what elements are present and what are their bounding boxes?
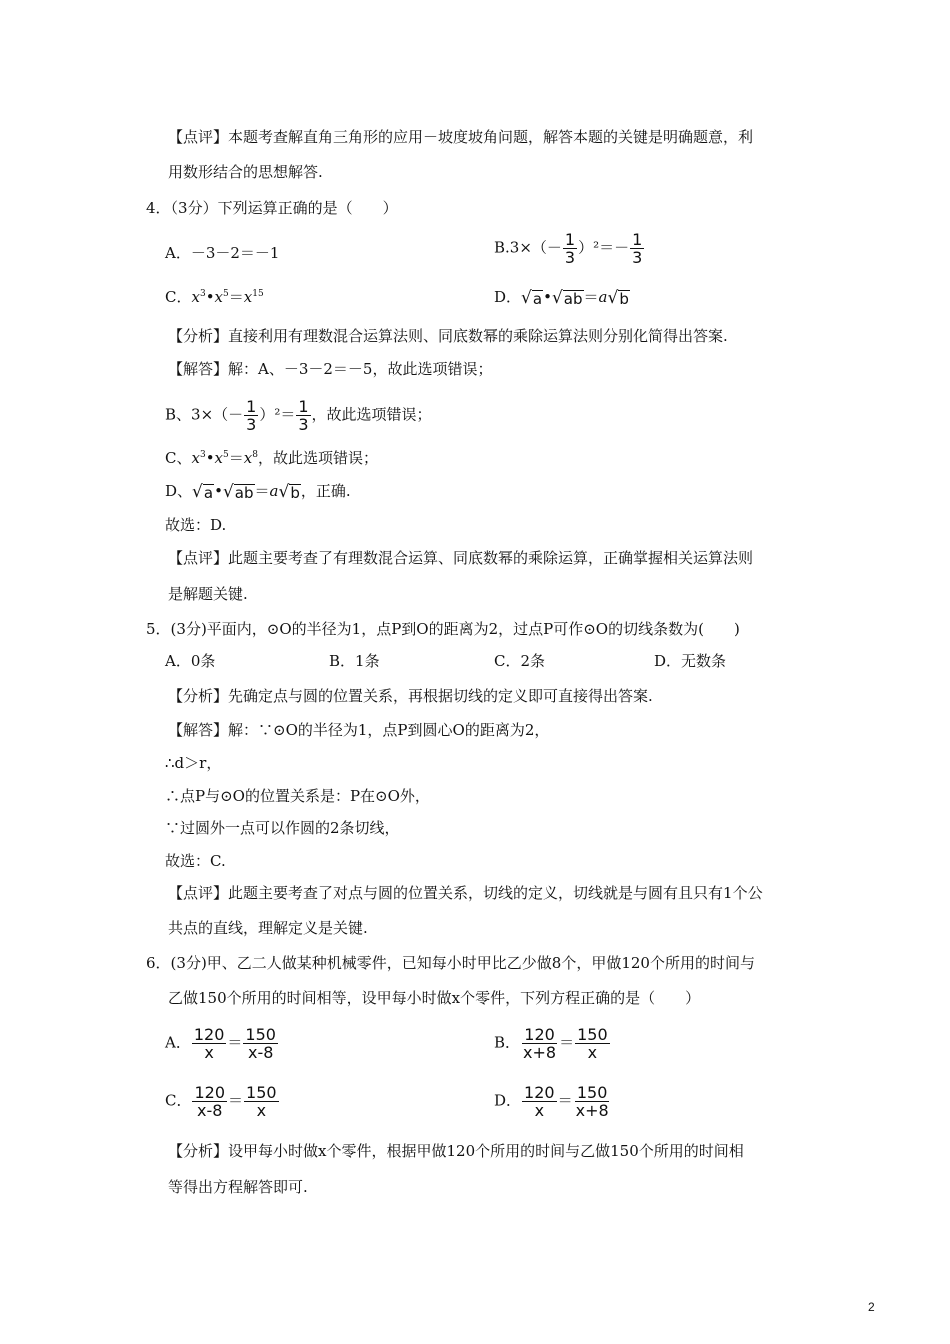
- review-tag: 【点评】: [168, 128, 229, 146]
- q5-review-1: 【点评】此题主要考查了对点与圆的位置关系，切线的定义，切线就是与圆有且只有1个公: [168, 884, 763, 902]
- q5-option-a: A．0条: [165, 652, 216, 670]
- fraction-120-over-x-minus-8: $\frac{120}{x-8}$: [194, 1083, 226, 1120]
- fraction-one-third: $\frac{1}{3}$: [564, 230, 576, 267]
- sqrt-ab: √ ab: [222, 482, 254, 502]
- fraction-150-over-x-plus-8: $\frac{150}{x+8}$: [575, 1083, 609, 1120]
- q6-option-b: B． $\frac{120}{x+8}$ ＝ $\frac{150}{x}$: [494, 1025, 608, 1062]
- q4-solution-c: C、$x^3•x^5=x^8$，故此选项错误；: [165, 449, 378, 467]
- review-line-1: [168, 127, 753, 147]
- q4-review-1: 【点评】此题主要考查了有理数混合运算、同底数幂的乘除运算，正确掌握相关运算法则: [168, 549, 754, 567]
- review-line-2: 用数形结合的思想解答.: [168, 163, 323, 181]
- sqrt-b: √ b: [607, 288, 629, 308]
- q5-choice: 故选：C.: [165, 852, 226, 870]
- q6-analysis-1: 【分析】设甲每小时做x个零件，根据甲做120个所用的时间与乙做150个所用的时间相: [168, 1142, 744, 1160]
- q4-option-c: C．$x^3•x^5=x^{15}$: [165, 288, 264, 306]
- q5-option-b: B．1条: [329, 652, 380, 670]
- fraction-120-over-x-plus-8: $\frac{120}{x+8}$: [523, 1025, 557, 1062]
- q4-solution-d: D、 √ a • √ ab ＝a √ b ，正确.: [165, 482, 351, 502]
- q5-solution-1: 【解答】解：∵⊙O的半径为1，点P到圆心O的距离为2，: [168, 721, 550, 739]
- fraction-150-over-x: $\frac{150}{x}$: [577, 1025, 608, 1062]
- q5-solution-3: ∴点P与⊙O的位置关系是：P在⊙O外，: [165, 787, 430, 805]
- q4-choice: 故选：D.: [165, 516, 227, 534]
- q5-solution-4: ∵过圆外一点可以作圆的2条切线，: [165, 819, 400, 837]
- q5-analysis: 【分析】先确定点与圆的位置关系，再根据切线的定义即可直接得出答案.: [168, 687, 653, 705]
- q4-stem: 4．（3分）下列运算正确的是（ ）: [146, 199, 398, 217]
- sqrt-b: √ b: [278, 482, 300, 502]
- q6-stem-1: 6．(3分)甲、乙二人做某种机械零件，已知每小时甲比乙少做8个，甲做120个所用的时间与: [146, 954, 755, 972]
- q6-option-a: A． $\frac{120}{x}$ ＝ $\frac{150}{x-8}$: [165, 1025, 276, 1062]
- q4-solution-a: 【解答】解：A、－3－2＝－5，故此选项错误；: [168, 360, 493, 378]
- fraction-120-over-x: $\frac{120}{x}$: [193, 1025, 225, 1062]
- q5-option-d: D．无数条: [654, 652, 727, 670]
- q4-solution-b: B、3×（－ $\frac{1}{3}$ ）²＝ $\frac{1}{3}$ ，故此选项错误；: [165, 397, 432, 434]
- q4-option-b: B.3×（－ $\frac{1}{3}$ ）²＝－ $\frac{1}{3}$: [494, 230, 643, 267]
- q4-analysis: 【分析】直接利用有理数混合运算法则、同底数幂的乘除运算法则分别化简得出答案.: [168, 327, 728, 345]
- sqrt-a: √ a: [192, 482, 214, 502]
- q6-option-c: C． $\frac{120}{x-8}$ ＝ $\frac{150}{x}$: [165, 1083, 277, 1120]
- sqrt-a: √ a: [521, 288, 543, 308]
- q5-stem: 5．(3分)平面内，⊙O的半径为1，点P到O的距离为2，过点P可作⊙O的切线条数为( ): [146, 620, 740, 638]
- q6-option-d: D． $\frac{120}{x}$ ＝ $\frac{150}{x+8}$: [494, 1083, 609, 1120]
- page-number: 2: [868, 1300, 875, 1314]
- fraction-150-over-x-minus-8: $\frac{150}{x-8}$: [245, 1025, 276, 1062]
- q4-review-2: 是解题关键.: [168, 585, 248, 603]
- review-text: 本题考查解直角三角形的应用－坡度坡角问题，解答本题的关键是明确题意，利: [228, 128, 754, 146]
- q4-option-d: D． √ a • √ ab ＝a √ b: [494, 288, 629, 308]
- q5-solution-2: ∴d＞r，: [165, 754, 222, 772]
- fraction-one-third: $\frac{1}{3}$: [246, 397, 257, 434]
- q6-stem-2: 乙做150个所用的时间相等，设甲每小时做x个零件，下列方程正确的是（ ）: [168, 989, 701, 1007]
- sqrt-ab: √ ab: [551, 288, 583, 308]
- q4-option-a: A．－3－2＝－1: [165, 244, 280, 262]
- q6-analysis-2: 等得出方程解答即可.: [168, 1178, 308, 1196]
- fraction-one-third: $\frac{1}{3}$: [632, 230, 643, 267]
- fraction-150-over-x: $\frac{150}{x}$: [246, 1083, 277, 1120]
- q5-option-c: C．2条: [494, 652, 546, 670]
- fraction-one-third: $\frac{1}{3}$: [298, 397, 309, 434]
- fraction-120-over-x: $\frac{120}{x}$: [524, 1083, 555, 1120]
- q5-review-2: 共点的直线，理解定义是关键.: [168, 919, 368, 937]
